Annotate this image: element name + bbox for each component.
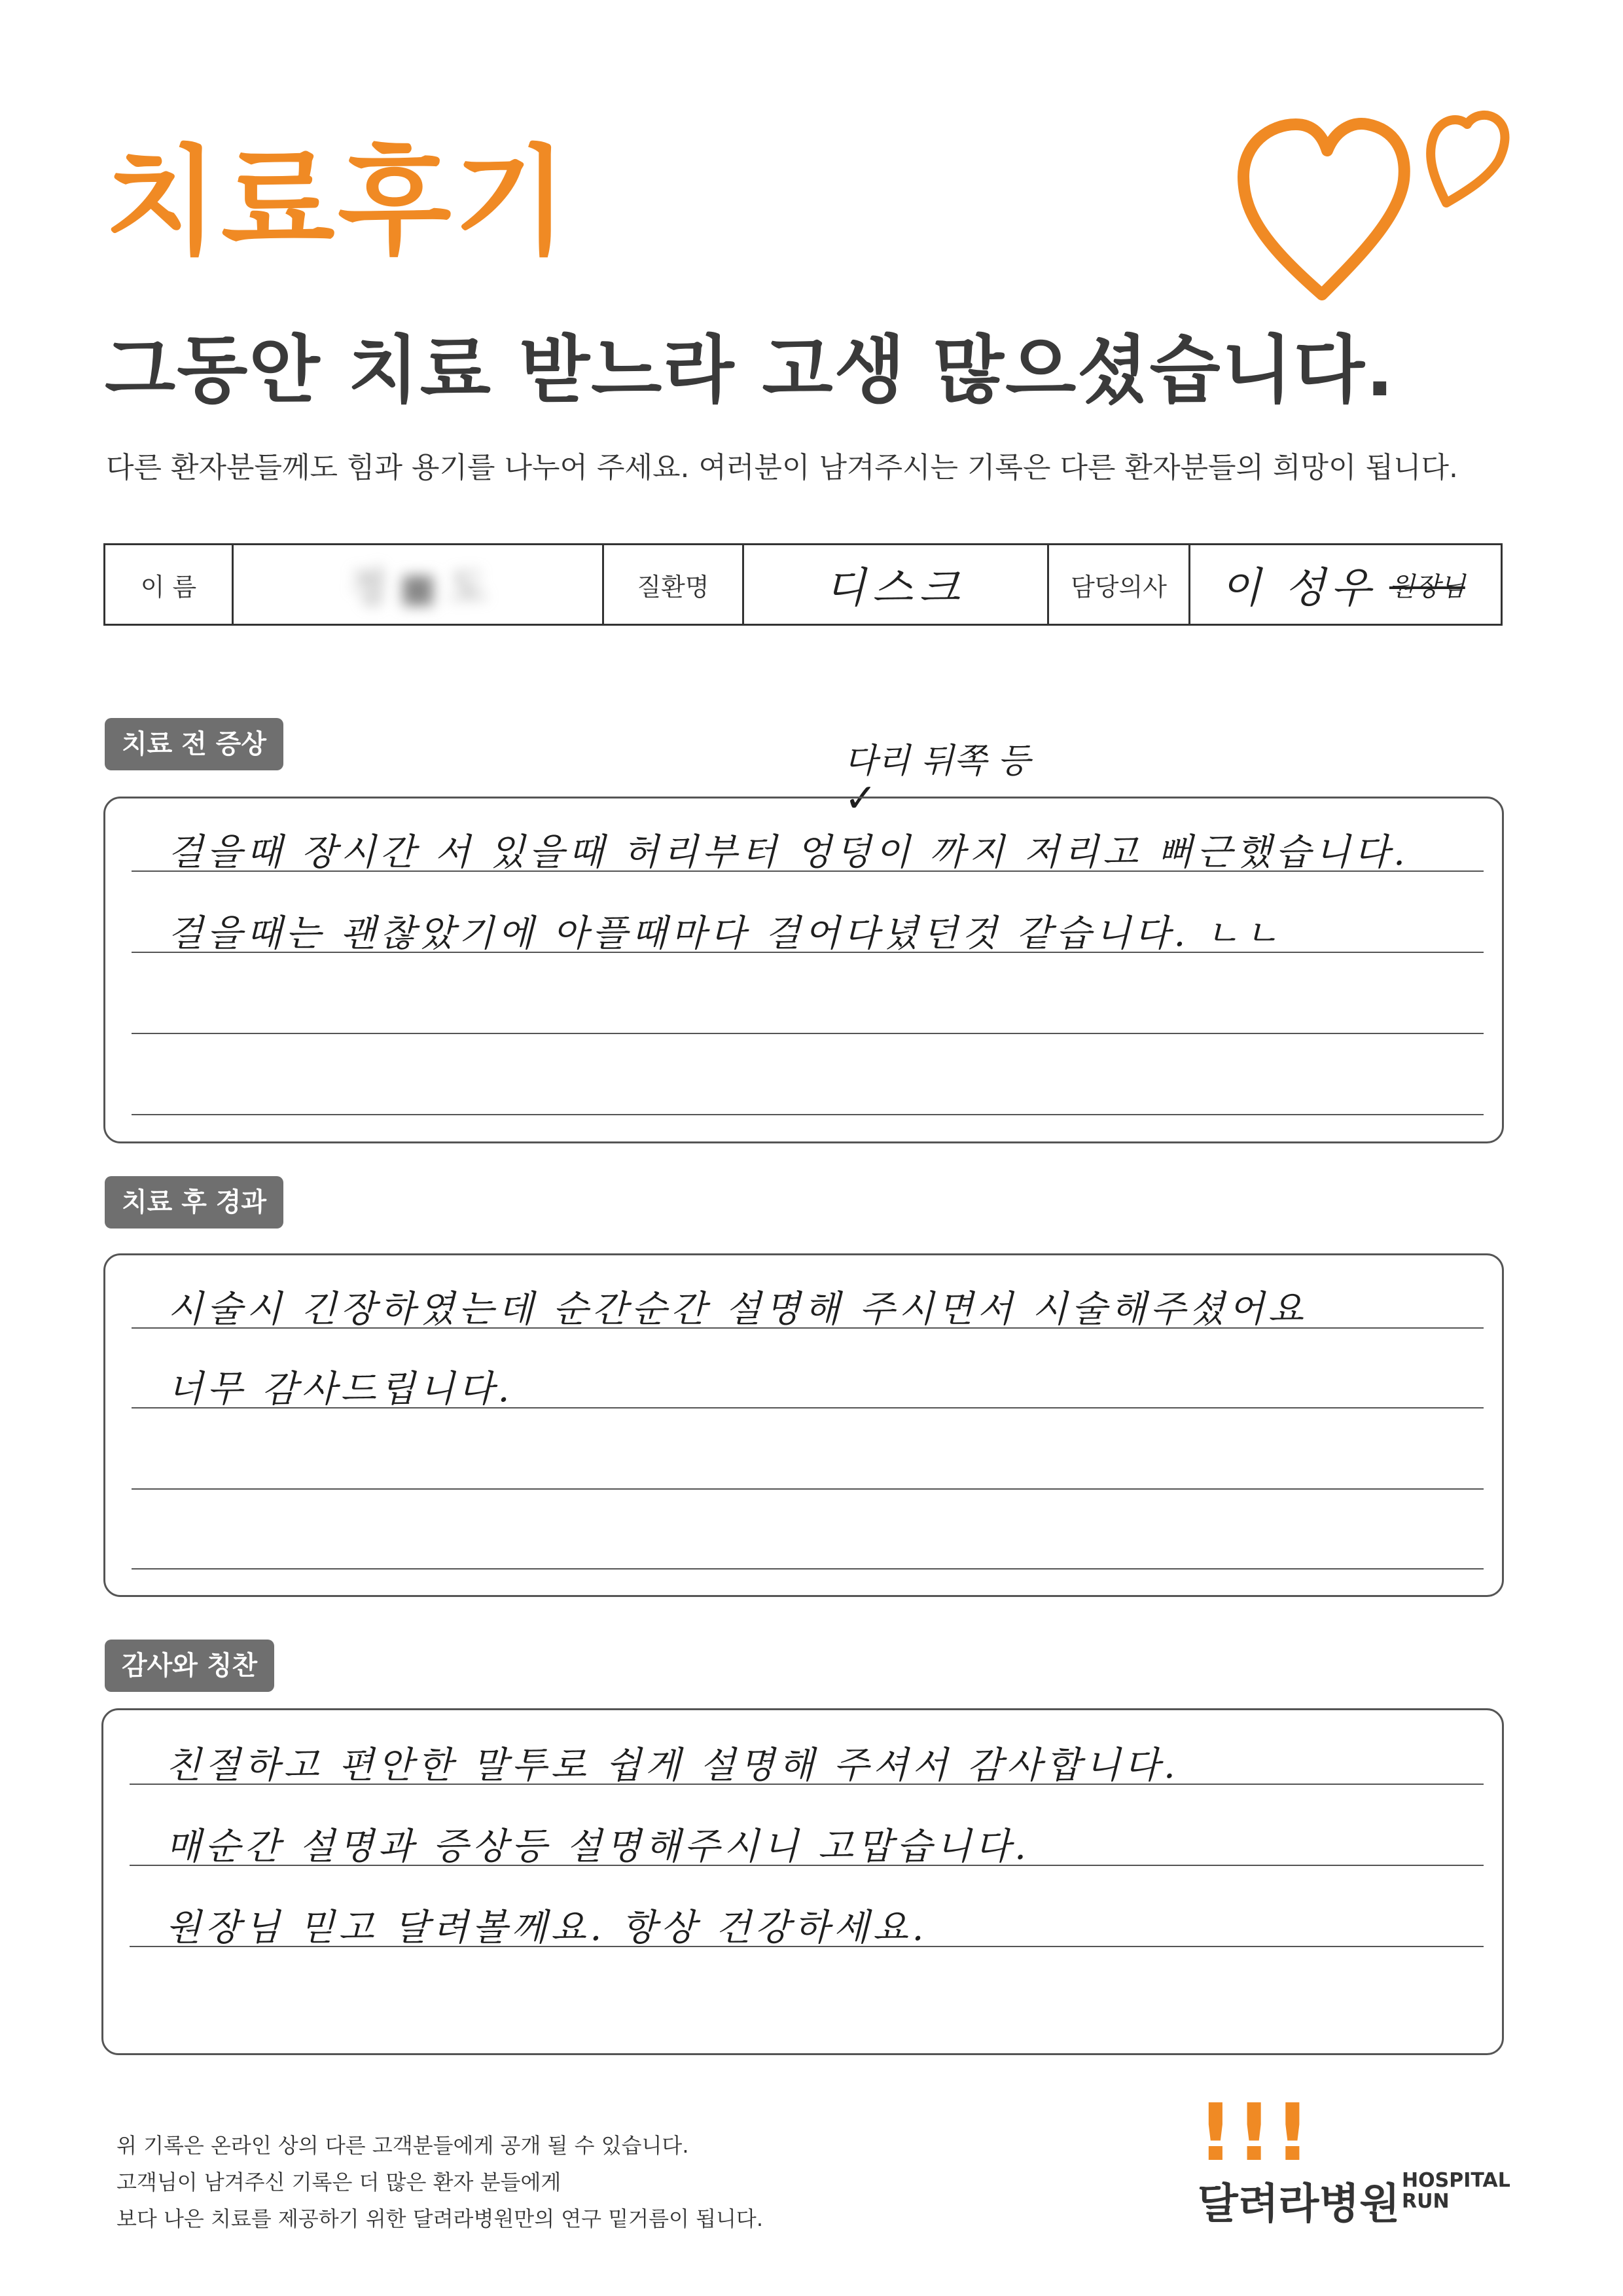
handwritten-line: 너무 감사드립니다. <box>168 1368 514 1410</box>
disease-label: 질환명 <box>604 545 744 624</box>
after-box <box>103 1253 1504 1597</box>
ruled-line <box>132 1114 1484 1115</box>
handwritten-line: 매순간 설명과 증상등 설명해주시니 고맙습니다. <box>166 1825 1030 1868</box>
doctor-suffix: 원장님 <box>1389 571 1465 602</box>
handwritten-line: 원장님 믿고 달려볼께요. 항상 건강하세요. <box>166 1907 928 1949</box>
footer-note: 고객님이 남겨주신 기록은 더 많은 환자 분들에게 <box>116 2170 562 2195</box>
handwritten-line: 걸을때 장시간 서 있을때 허리부터 엉덩이 까지 저리고 뻐근했습니다. <box>168 831 1409 874</box>
name-cell <box>234 545 604 624</box>
insert-check-mark: ✓ <box>844 776 878 821</box>
insert-note: 다리 뒤쪽 등 <box>844 742 1031 781</box>
footer-notes <box>116 2127 763 2237</box>
ruled-line <box>132 1568 1484 1570</box>
before-box <box>103 797 1504 1143</box>
logo-en-line: HOSPITAL <box>1402 2169 1510 2192</box>
heart-icon-small <box>1431 115 1505 203</box>
handwritten-line: 걸을때는 괜찮았기에 아플때마다 걸어다녔던것 같습니다. ㄴㄴ <box>168 912 1284 955</box>
section-label-before: 치료 전 증상 <box>105 718 283 770</box>
handwritten-line: 친절하고 편안한 말투로 쉽게 설명해 주셔서 감사합니다. <box>166 1744 1179 1787</box>
logo-english <box>1402 2170 1510 2212</box>
logo-marks: !!! <box>1198 2088 1313 2179</box>
page-title: 치료후기 <box>105 134 571 271</box>
disease-cell <box>744 545 1049 624</box>
ruled-line <box>132 1488 1484 1490</box>
thanks-box <box>101 1708 1504 2055</box>
name-value: 정 ■ 도 <box>349 565 487 611</box>
headline: 그동안 치료 받느라 고생 많으셨습니다. <box>105 328 1395 413</box>
logo-en-line: RUN <box>1402 2190 1450 2213</box>
hearts-decoration <box>1230 85 1544 321</box>
doctor-label: 담당의사 <box>1049 545 1190 624</box>
section-label-thanks: 감사와 칭찬 <box>105 1640 274 1692</box>
info-table <box>103 543 1503 626</box>
logo-name: 달려라병원 <box>1198 2180 1400 2229</box>
section-label-after: 치료 후 경과 <box>105 1176 283 1229</box>
handwritten-line: 시술시 긴장하였는데 순간순간 설명해 주시면서 시술해주셨어요 <box>168 1288 1308 1331</box>
footer-note: 보다 나은 치료를 제공하기 위한 달려라병원만의 연구 밑거름이 됩니다. <box>116 2206 763 2231</box>
footer-note: 위 기록은 온라인 상의 다른 고객분들에게 공개 될 수 있습니다. <box>116 2133 689 2158</box>
disease-value: 디스크 <box>825 564 967 613</box>
doctor-value: 이 성우 <box>1221 564 1376 613</box>
ruled-line <box>132 1033 1484 1034</box>
subtitle: 다른 환자분들께도 힘과 용기를 나누어 주세요. 여러분이 남겨주시는 기록은 다른 환자분들의 희망이 됩니다. <box>106 451 1458 484</box>
hospital-logo <box>1198 2088 1512 2229</box>
doctor-cell <box>1190 545 1501 624</box>
heart-icon <box>1243 124 1404 295</box>
name-label: 이 름 <box>105 545 234 624</box>
